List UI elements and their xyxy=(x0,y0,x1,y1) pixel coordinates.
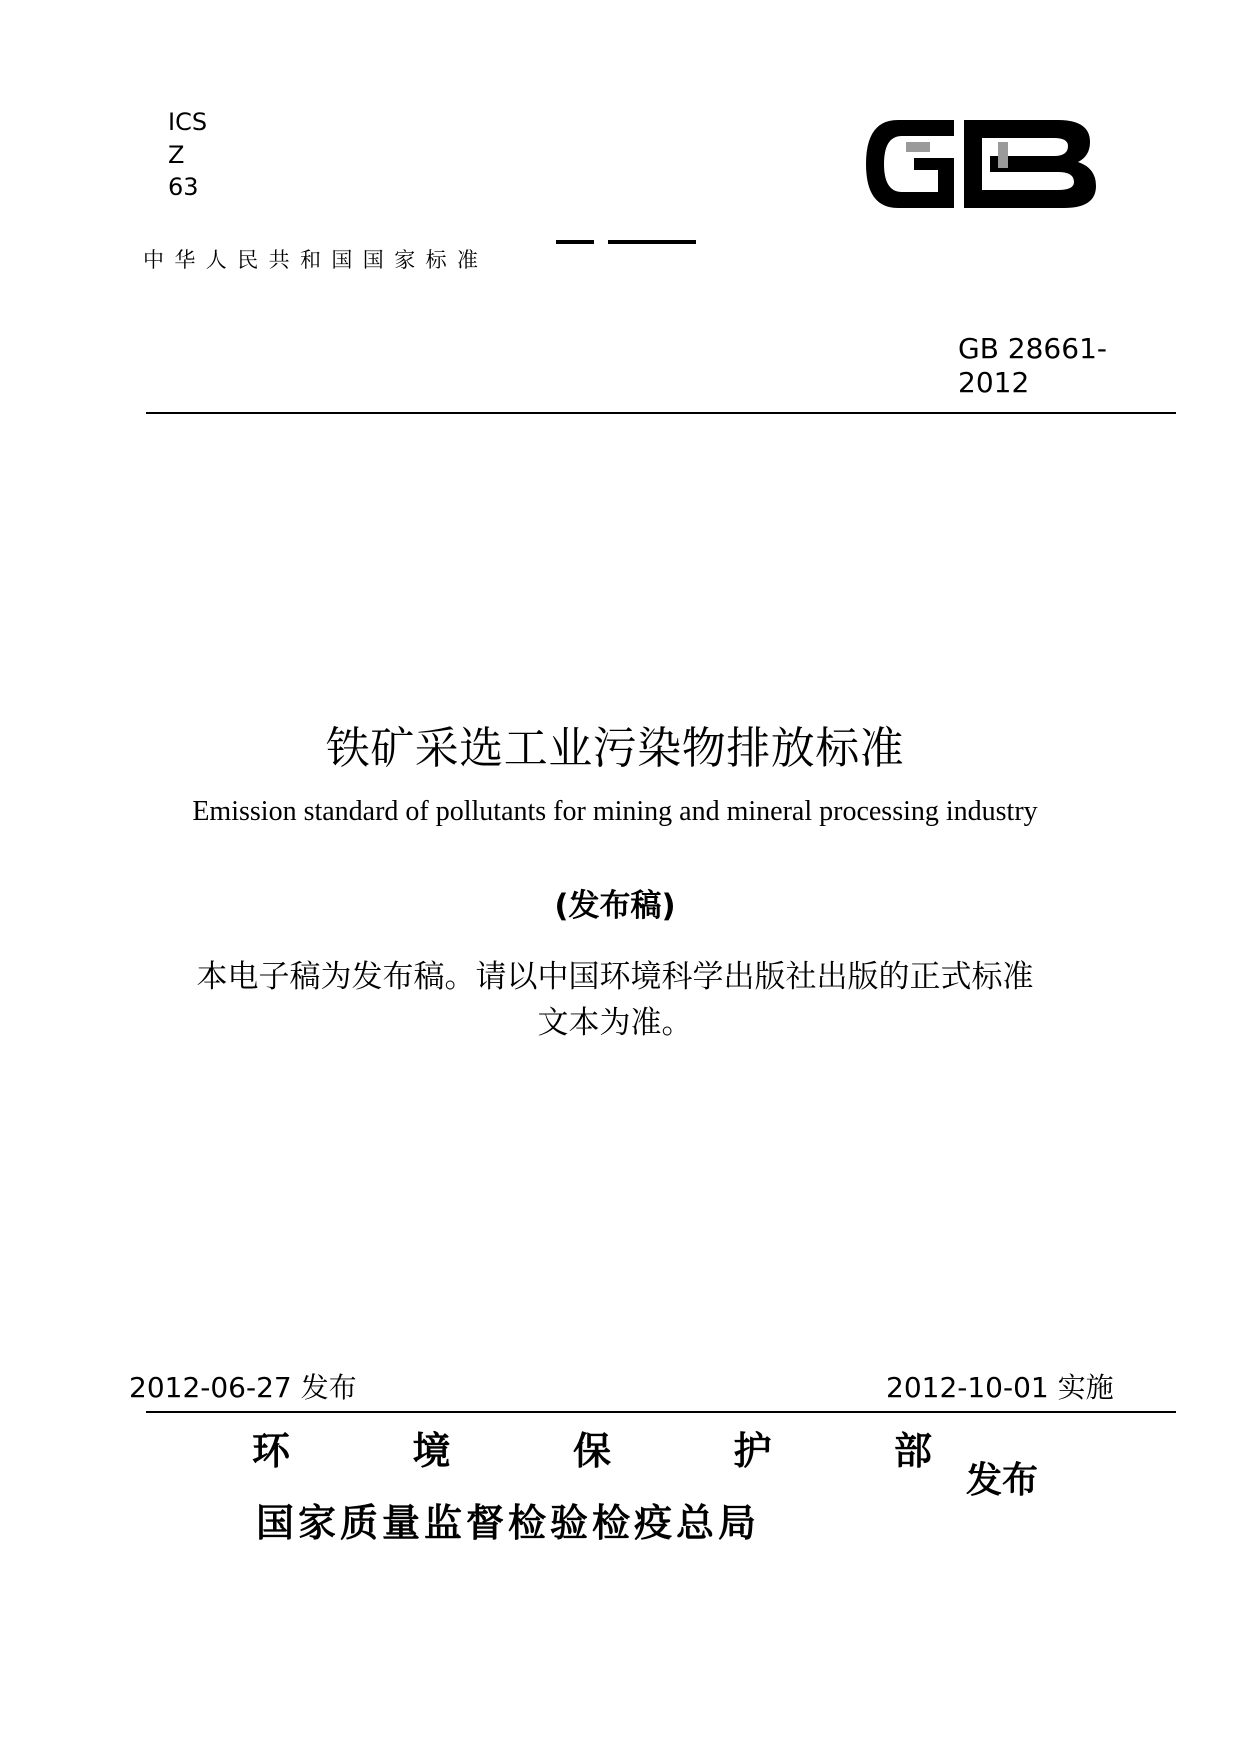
ics-line: ICS xyxy=(168,108,208,136)
standard-number-line: 2012 xyxy=(958,366,1030,399)
separator-dash xyxy=(608,240,696,244)
ics-line: 63 xyxy=(168,173,199,201)
release-note-line: 文本为准。 xyxy=(537,1005,693,1041)
ics-line: Z xyxy=(168,140,185,169)
release-note-line: 本电子稿为发布稿。请以中国环境科学出版社出版的正式标准 xyxy=(196,959,1034,995)
standard-number xyxy=(958,332,1107,400)
issuer-char: 保 xyxy=(572,1428,611,1473)
title-chinese: 铁矿采选工业污染物排放标准 xyxy=(325,723,905,774)
ics-code-block xyxy=(168,106,207,204)
release-note xyxy=(170,954,1060,1046)
publish-date: 2012-06-27 发布 xyxy=(129,1371,357,1404)
issuer-char: 境 xyxy=(412,1428,451,1473)
implement-date: 2012-10-01 实施 xyxy=(886,1371,1114,1404)
top-rule xyxy=(146,412,1176,414)
gb-logo xyxy=(858,112,1120,216)
national-standard-label: 中华人民共和国国家标准 xyxy=(143,248,489,272)
issuer-aqsiq: 国家质量监督检验检疫总局 xyxy=(256,1500,761,1545)
issuer-ministry xyxy=(252,1420,932,1475)
draft-label: (发布稿) xyxy=(554,888,676,924)
issuer-char: 护 xyxy=(733,1428,772,1473)
issued-label: 发布 xyxy=(966,1459,1039,1501)
title-english: Emission standard of pollutants for mining and mineral processing industry xyxy=(192,796,1038,827)
standard-number-line: GB 28661- xyxy=(958,332,1107,365)
separator-dash xyxy=(556,240,594,244)
bottom-rule xyxy=(146,1411,1176,1413)
issuer-char: 部 xyxy=(893,1428,932,1473)
issuer-char: 环 xyxy=(252,1428,291,1473)
